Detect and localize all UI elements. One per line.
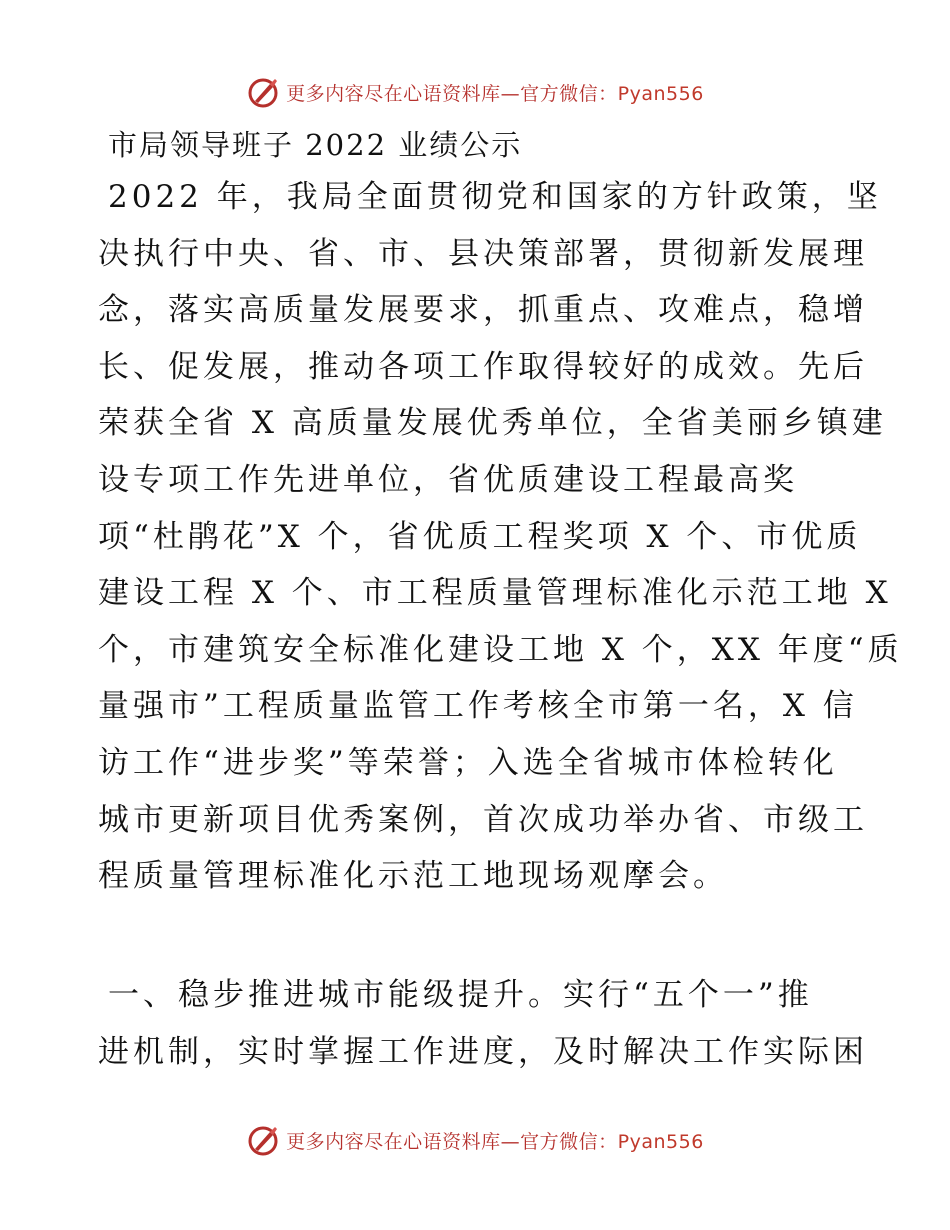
watermark-text — [286, 79, 704, 106]
watermark-label: 更多内容尽在心语资料库—官方微信： — [286, 1130, 618, 1153]
watermark-handle: Pyan556 — [617, 82, 704, 105]
document-title: 市局领导班子 2022 业绩公示 — [108, 128, 523, 162]
paragraph-line: 长、促发展，推动各项工作取得较好的成效。先后 — [98, 348, 868, 385]
paragraph-section-one — [98, 967, 868, 1080]
paragraph-line: 城市更新项目优秀案例，首次成功举办省、市级工 — [98, 801, 868, 838]
watermark-banner-top — [0, 70, 950, 114]
quill-logo-icon — [246, 75, 280, 109]
paragraph-line: 决执行中央、省、市、县决策部署，贯彻新发展理 — [98, 235, 868, 272]
watermark-banner-bottom — [0, 1118, 950, 1162]
paragraph-line: 个，市建筑安全标准化建设工地 X 个，XX 年度“质 — [98, 631, 903, 668]
paragraph-line: 程质量管理标准化示范工地现场观摩会。 — [98, 858, 728, 895]
paragraph-line: 念，落实高质量发展要求，抓重点、攻难点，稳增 — [98, 292, 868, 329]
paragraph-line: 访工作“进步奖”等荣誉；入选全省城市体检转化 — [98, 744, 838, 781]
watermark-text — [286, 1127, 704, 1154]
paragraph-intro — [98, 169, 903, 905]
paragraph-line: 建设工程 X 个、市工程质量管理标准化示范工地 X — [98, 575, 892, 612]
paragraph-line: 进机制，实时掌握工作进度，及时解决工作实际困 — [98, 1033, 868, 1070]
paragraph-line: 一、稳步推进城市能级提升。实行“五个一”推 — [108, 977, 813, 1013]
quill-logo-icon — [246, 1123, 280, 1157]
paragraph-line: 量强市”工程质量监管工作考核全市第一名，X 信 — [98, 688, 858, 725]
watermark-label: 更多内容尽在心语资料库—官方微信： — [286, 82, 618, 105]
paragraph-line: 荣获全省 X 高质量发展优秀单位，全省美丽乡镇建 — [98, 405, 887, 442]
paragraph-line: 2022 年，我局全面贯彻党和国家的方针政策，坚 — [108, 179, 882, 215]
paragraph-line: 项“杜鹃花”X 个，省优质工程奖项 X 个、市优质 — [98, 518, 862, 555]
paragraph-line: 设专项工作先进单位，省优质建设工程最高奖 — [98, 461, 798, 498]
watermark-handle: Pyan556 — [617, 1130, 704, 1153]
